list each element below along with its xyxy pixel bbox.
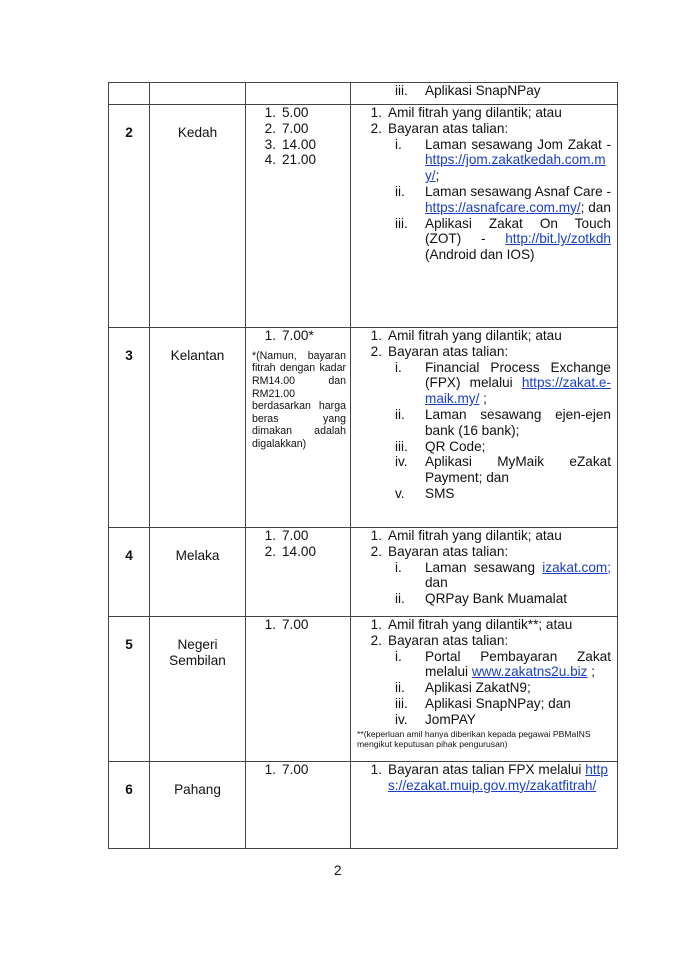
rate-cell [246, 328, 351, 528]
method-item [357, 528, 611, 544]
method-index: 1. [370, 328, 382, 343]
method-label: Bayaran atas talian FPX melalui [388, 762, 586, 777]
sub-text [425, 407, 611, 439]
rate-item [246, 105, 350, 121]
sub-label: Laman sesawang Jom Zakat - [425, 136, 611, 152]
sub-text [425, 680, 611, 696]
method-label: Amil fitrah yang dilantik**; atau [388, 617, 573, 632]
state-name [150, 83, 246, 105]
row-number: 6 [109, 762, 150, 849]
method-item [357, 633, 611, 649]
sub-link[interactable]: https://zakat.e-maik.my/ [425, 375, 611, 407]
sub-label: Laman sesawang Asnaf Care - [425, 183, 611, 199]
sub-item [395, 712, 611, 728]
sub-index: iv. [395, 454, 408, 470]
row-number: 5 [109, 617, 150, 762]
method-text [388, 105, 611, 121]
sub-item [395, 696, 611, 712]
method-text [388, 528, 611, 544]
table-row [109, 328, 618, 528]
rate-index: 4. [264, 152, 276, 168]
row-number [109, 83, 150, 105]
method-label: Bayaran atas talian: [388, 543, 509, 559]
method-index: 1. [370, 105, 382, 120]
rate-index: 3. [264, 136, 276, 152]
method-label: Bayaran atas talian: [388, 343, 509, 359]
sub-item [395, 591, 611, 607]
rate-note: *(Namun, bayaran fitrah dengan kadar RM14.00 dan RM21.00 berdasarkan harga beras yang dimakan adalah digalakkan) [252, 349, 346, 450]
footnote: **(keperluan amil hanya diberikan kepada pegawai PBMaINS mengikut keputusan pihak pengurusan) [357, 728, 591, 749]
rate-cell [246, 617, 351, 762]
rate-item [246, 617, 350, 633]
rate-index: 1. [264, 328, 276, 343]
method-text [388, 544, 611, 560]
sub-item [395, 360, 611, 407]
sub-index: i. [395, 136, 402, 152]
sub-suffix: ; [435, 168, 440, 184]
rate-index: 1. [264, 762, 276, 777]
sub-index: iii. [395, 83, 408, 98]
sub-list [357, 649, 611, 728]
sub-text [425, 83, 611, 99]
sub-list [357, 83, 611, 99]
sub-item [395, 137, 611, 184]
rate-value: 14.00 [282, 136, 317, 152]
method-item [357, 121, 611, 137]
sub-suffix: ; dan [580, 199, 611, 215]
sub-text [425, 712, 611, 728]
method-item [357, 617, 611, 633]
rate-index: 1. [264, 528, 276, 543]
sub-list [357, 560, 611, 607]
sub-text [425, 591, 611, 607]
row-number: 2 [109, 105, 150, 328]
rate-index: 1. [264, 617, 276, 632]
method-item [357, 328, 611, 344]
sub-index: ii. [395, 406, 405, 422]
sub-label: QR Code; [425, 438, 486, 454]
rate-value: 7.00* [282, 328, 314, 343]
table-row [109, 617, 618, 762]
sub-index: ii. [395, 183, 405, 199]
sub-text [425, 360, 611, 407]
sub-index: iii. [395, 438, 408, 454]
method-index: 1. [370, 528, 382, 543]
method-item [357, 544, 611, 560]
method-label: Amil fitrah yang dilantik; atau [388, 528, 562, 543]
rate-item [246, 121, 350, 137]
rate-value: 21.00 [282, 152, 317, 168]
method-label: Bayaran atas talian: [388, 632, 509, 648]
rate-value: 7.00 [282, 617, 309, 632]
method-text [388, 328, 611, 344]
method-cell [351, 762, 618, 849]
sub-text [425, 696, 611, 712]
sub-label: Aplikasi ZakatN9; [425, 680, 531, 696]
zakat-payment-table [108, 82, 618, 849]
sub-label: JomPAY [425, 711, 476, 727]
sub-index: i. [395, 359, 402, 375]
rate-item [246, 152, 350, 168]
rate-value: 7.00 [282, 762, 309, 777]
method-cell [351, 83, 618, 105]
state-name: Pahang [150, 762, 246, 849]
rate-index: 2. [264, 120, 276, 136]
method-label: Amil fitrah yang dilantik; atau [388, 105, 562, 120]
sub-index: v. [395, 485, 405, 501]
method-index: 2. [370, 632, 382, 648]
method-cell [351, 328, 618, 528]
sub-label: Portal Pembayaran Zakat melalui [425, 648, 611, 680]
sub-suffix: ; [587, 664, 596, 680]
sub-link[interactable]: izakat.com; [542, 559, 611, 575]
state-name: Kelantan [150, 328, 246, 528]
sub-index: i. [395, 648, 402, 664]
method-text [388, 121, 611, 137]
sub-suffix: (Android dan IOS) [425, 247, 535, 263]
method-link[interactable]: https://ezakat.muip.gov.my/zakatfitrah/ [388, 762, 608, 793]
sub-label: Aplikasi Zakat On Touch (ZOT) - [425, 215, 611, 247]
table-row [109, 762, 618, 849]
rate-cell [246, 762, 351, 849]
sub-label: QRPay Bank Muamalat [425, 591, 568, 607]
method-index: 2. [370, 343, 382, 359]
method-text [388, 617, 611, 633]
sub-item [395, 560, 611, 592]
method-item [357, 105, 611, 121]
sub-label: Laman sesawang ejen-ejen bank (16 bank); [425, 406, 611, 438]
method-label: Bayaran atas talian: [388, 120, 509, 136]
sub-item [395, 486, 611, 502]
sub-text [425, 439, 611, 455]
sub-label: Laman sesawang [425, 559, 543, 575]
rate-cell [246, 528, 351, 617]
sub-link[interactable]: https://asnafcare.com.my/ [425, 199, 581, 215]
method-text [388, 344, 611, 360]
sub-text [425, 560, 611, 592]
rate-item [246, 528, 350, 544]
sub-item [395, 83, 611, 99]
row-number: 4 [109, 528, 150, 617]
method-index: 1. [370, 617, 382, 632]
method-text [388, 633, 611, 649]
rate-index: 1. [264, 105, 276, 120]
method-cell [351, 528, 618, 617]
rate-index: 2. [264, 543, 276, 559]
page-number: 2 [334, 863, 342, 878]
method-label: Amil fitrah yang dilantik; atau [388, 328, 562, 343]
sub-item [395, 407, 611, 439]
table-row [109, 105, 618, 328]
sub-link[interactable]: https://jom.zakatkedah.com.my/ [425, 152, 606, 184]
sub-item [395, 439, 611, 455]
method-index: 2. [370, 543, 382, 559]
method-cell [351, 617, 618, 762]
method-index: 2. [370, 120, 382, 136]
sub-index: i. [395, 559, 402, 575]
sub-suffix: ; [479, 391, 487, 407]
rate-item [246, 328, 350, 344]
sub-index: ii. [395, 591, 405, 607]
sub-label: Aplikasi MyMaik eZakat Payment; dan [425, 454, 611, 486]
method-cell [351, 105, 618, 328]
method-item [357, 762, 611, 794]
method-index: 1. [370, 762, 382, 777]
sub-label: SMS [425, 485, 455, 501]
sub-item [395, 649, 611, 681]
sub-label: Financial Process Exchange (FPX) melalui [425, 359, 611, 391]
state-name: Negeri Sembilan [150, 617, 246, 762]
sub-label: Aplikasi SnapNPay; dan [425, 695, 571, 711]
sub-text [425, 454, 611, 486]
sub-label: Aplikasi SnapNPay [425, 83, 541, 98]
state-name: Kedah [150, 105, 246, 328]
rate-value: 5.00 [282, 105, 309, 120]
table-row [109, 528, 618, 617]
sub-link[interactable]: www.zakatns2u.biz [471, 664, 588, 680]
method-item [357, 344, 611, 360]
rate-item [246, 544, 350, 560]
sub-item [395, 184, 611, 216]
rate-cell [246, 105, 351, 328]
sub-text [425, 486, 611, 502]
sub-text [425, 216, 611, 263]
sub-index: iv. [395, 711, 408, 727]
sub-list [357, 137, 611, 263]
sub-text [425, 137, 611, 184]
sub-text [425, 184, 611, 216]
sub-item [395, 454, 611, 486]
rate-value: 7.00 [282, 528, 309, 543]
sub-index: iii. [395, 695, 408, 711]
state-name: Melaka [150, 528, 246, 617]
rate-cell [246, 83, 351, 105]
rate-item [246, 762, 350, 778]
rate-item [246, 137, 350, 153]
sub-link[interactable]: http://bit.ly/zotkdh [505, 231, 611, 247]
sub-item [395, 680, 611, 696]
sub-suffix: dan [425, 575, 448, 591]
sub-text [425, 649, 611, 681]
row-number: 3 [109, 328, 150, 528]
sub-index: ii. [395, 680, 405, 696]
sub-index: iii. [395, 215, 408, 231]
sub-item [395, 216, 611, 263]
sub-list [357, 360, 611, 502]
method-text [388, 762, 611, 794]
rate-value: 7.00 [282, 120, 309, 136]
table-row [109, 83, 618, 105]
rate-value: 14.00 [282, 543, 317, 559]
